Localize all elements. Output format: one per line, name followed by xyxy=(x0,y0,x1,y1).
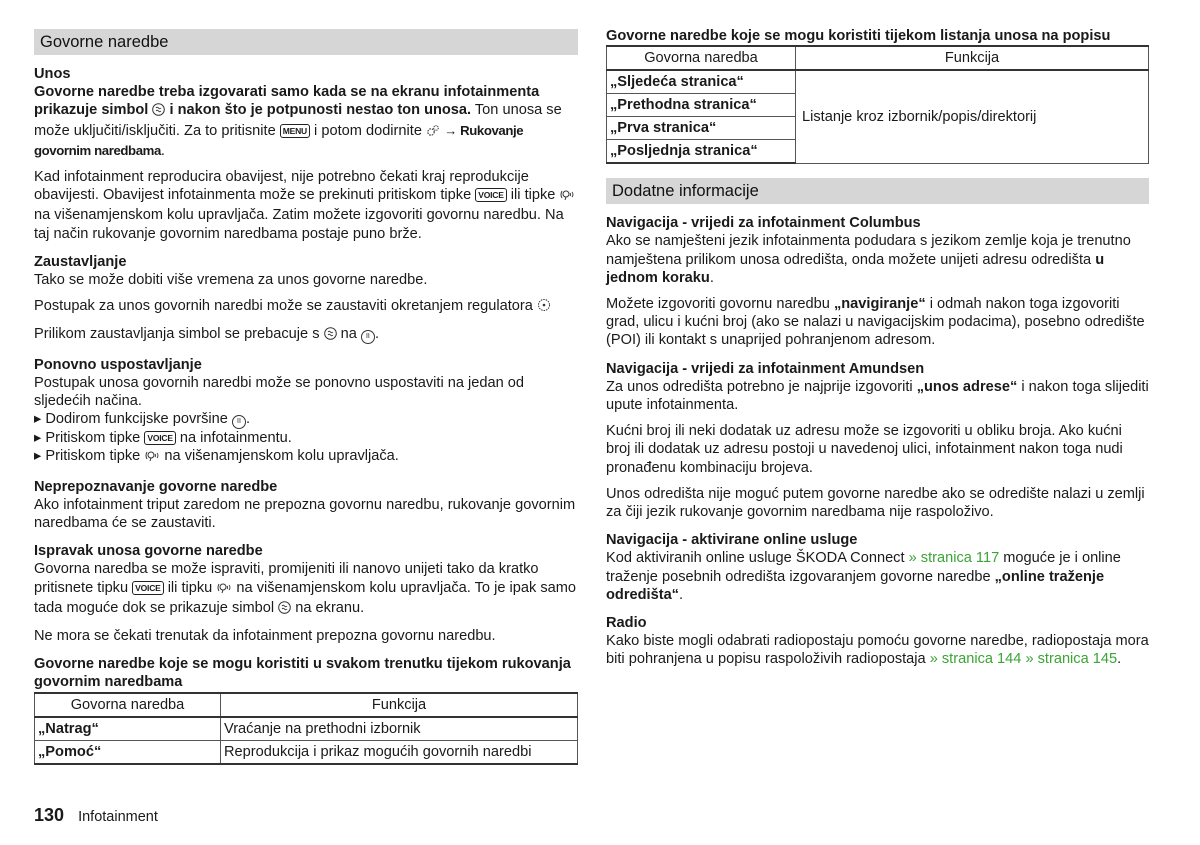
paragraph-ispravak-2: Ne mora se čekati trenutak da infotainment prepozna govornu naredbu. xyxy=(34,628,496,645)
steering-voice-button-icon xyxy=(144,449,160,467)
heading-zaustavljanje: Zaustavljanje xyxy=(34,253,127,270)
voice-active-icon xyxy=(324,327,337,345)
paragraph-columbus-2: Možete izgovoriti govornu naredbu „navigiranje“ i odmah nakon toga izgovoriti grad, ulicu i kućni broj (ako se nalazi u navigacijskim podacima), posebno odredište (POI) ili kontakt s unaprijed pohranjenom adresom. xyxy=(606,296,1145,349)
table-cell: „Prva stranica“ xyxy=(607,117,796,140)
table-cell: Vraćanje na prethodni izbornik xyxy=(221,717,578,741)
heading-unos: Unos xyxy=(34,66,71,82)
voice-key-icon: VOICE xyxy=(475,188,506,202)
paragraph-zaustavljanje-1: Tako se može dobiti više vremena za unos govorne naredbe. xyxy=(34,272,428,289)
section-title-dodatne-informacije: Dodatne informacije xyxy=(606,178,1149,204)
paragraph-columbus-1: Ako se namješteni jezik infotainmenta podudara s jezikom zemlje koja je trenutno namještena prilikom unosa odredišta, onda možete unijeti adresu odredišta u jednom koraku. xyxy=(606,233,1131,286)
voice-active-icon xyxy=(278,601,291,619)
pause-icon: II xyxy=(361,330,375,344)
ponovno-list xyxy=(34,410,578,467)
table-cell: Listanje kroz izbornik/popis/direktorij xyxy=(796,70,1149,163)
settings-gear-icon xyxy=(426,124,440,142)
page-number: 130 xyxy=(34,805,65,825)
heading-neprepoznavanje: Neprepoznavanje govorne naredbe xyxy=(34,478,278,495)
section-title-govorne-naredbe: Govorne naredbe xyxy=(34,29,578,55)
steering-voice-button-icon xyxy=(559,188,575,206)
menu-key-icon: MENU xyxy=(280,124,310,138)
column-header: Funkcija xyxy=(221,693,578,717)
heading-radio: Radio xyxy=(606,615,647,632)
paragraph-radio: Kako biste mogli odabrati radiopostaju pomoću govorne naredbe, radiopostaja mora biti pohranjena u popisu raspoloživih radiopostaja » stranica 144 » stranica 145. xyxy=(606,633,1149,668)
left-column xyxy=(34,0,578,765)
voice-key-icon: VOICE xyxy=(132,581,163,595)
table-row xyxy=(607,70,1149,94)
table-cell: „Posljednja stranica“ xyxy=(607,140,796,164)
column-header: Funkcija xyxy=(796,46,1149,70)
heading-online: Navigacija - aktivirane online usluge xyxy=(606,532,858,549)
page-footer xyxy=(34,805,158,826)
table-cell: „Prethodna stranica“ xyxy=(607,94,796,117)
table-row xyxy=(35,740,578,764)
table-row xyxy=(35,717,578,741)
paragraph-neprepoznavanje: Ako infotainment triput zaredom ne prepozna govornu naredbu, rukovanje govornim naredbama će se zaustaviti. xyxy=(34,496,576,532)
steering-voice-button-icon xyxy=(216,581,232,599)
chapter-name: Infotainment xyxy=(78,809,158,825)
column-header: Govorna naredba xyxy=(607,46,796,70)
table-caption-always: Govorne naredbe koje se mogu koristiti u svakom trenutku tijekom rukovanja govornim naredbama xyxy=(34,656,571,691)
voice-key-icon: VOICE xyxy=(144,431,175,445)
heading-columbus: Navigacija - vrijedi za infotainment Columbus xyxy=(606,215,921,232)
pause-icon: II xyxy=(232,415,246,429)
paragraph-ponovno-1: Postupak unosa govornih naredbi može se ponovno uspostaviti na jedan od sljedećih načina. xyxy=(34,374,525,410)
page-reference-link[interactable]: » stranica 117 xyxy=(908,550,1000,567)
heading-amundsen: Navigacija - vrijedi za infotainment Amundsen xyxy=(606,360,925,377)
paragraph-online: Kod aktiviranih online usluge ŠKODA Connect » stranica 117 moguće je i online traženje posebnih odredišta izgovaranjem govorne naredbe „online traženje odredišta“. xyxy=(606,550,1121,603)
right-column xyxy=(606,0,1149,669)
paragraph-unos-1: Govorne naredbe treba izgovarati samo kada se na ekranu infotainmenta prikazuje simbol i nakon što je potpunosti nestao ton unosa. Ton unosa se može uključiti/isključiti. Za to pritisnite MENU i potom dodirnite → Rukovanje govornim naredbama. xyxy=(34,84,562,159)
voice-active-icon xyxy=(152,103,165,121)
table-header-row xyxy=(35,693,578,717)
table-cell: „Sljedeća stranica“ xyxy=(607,70,796,94)
paragraph-amundsen-3: Unos odredišta nije moguć putem govorne naredbe ako se odredište nalazi u zemlji za čiji jezik rukovanje govornim naredbama nije raspoloživo. xyxy=(606,485,1145,521)
paragraph-unos-2: Kad infotainment reproducira obavijest, nije potrebno čekati kraj reprodukcije obavijesti. Obavijest infotainmenta može se prekinuti pritiskom tipke VOICE ili tipke na višenamjenskom kolu upravljača. Zatim možete izgovoriti govornu naredbu. Na taj način rukovanje govornim naredbama postaje puno brže. xyxy=(34,168,578,243)
commands-table-listing xyxy=(606,45,1149,164)
table-cell: „Pomoć“ xyxy=(35,740,221,764)
heading-ponovno: Ponovno uspostavljanje xyxy=(34,356,202,373)
paragraph-amundsen-2: Kućni broj ili neki dodatak uz adresu može se izgovoriti u obliku broja. Ako kućni broj ili dodatak uz adresu postoji u navedenoj ulici, infotainment nakon toga nudi pronađenu kombinaciju brojeva. xyxy=(606,423,1123,476)
table-cell: Reprodukcija i prikaz mogućih govornih naredbi xyxy=(221,740,578,764)
page-reference-link[interactable]: » stranica 144 » stranica 145 xyxy=(929,651,1118,668)
rotary-knob-icon xyxy=(537,298,551,317)
list-item: ▸ Pritiskom tipke VOICE na infotainmentu. xyxy=(34,429,578,447)
paragraph-zaustavljanje-2: Postupak za unos govornih naredbi može se zaustaviti okretanjem regulatora xyxy=(34,297,578,317)
column-header: Govorna naredba xyxy=(35,693,221,717)
commands-table-always xyxy=(34,692,578,765)
list-item: ▸ Dodirom funkcijske površine II . xyxy=(34,410,578,429)
heading-ispravak: Ispravak unosa govorne naredbe xyxy=(34,543,263,560)
paragraph-ispravak-1: Govorna naredba se može ispraviti, promijeniti ili nanovo unijeti tako da kratko pritisnete tipku VOICE ili tipku na višenamjenskom kolu upravljača. To je ipak samo tada moguće dok se prikazuje simbol na ekranu. xyxy=(34,560,578,619)
paragraph-zaustavljanje-3: Prilikom zaustavljanja simbol se prebacuje s na II . xyxy=(34,325,578,345)
table-caption-listing: Govorne naredbe koje se mogu koristiti tijekom listanja unosa na popisu xyxy=(606,28,1111,44)
list-item: ▸ Pritiskom tipke na višenamjenskom kolu upravljača. xyxy=(34,447,578,467)
table-cell: „Natrag“ xyxy=(35,717,221,741)
table-header-row xyxy=(607,46,1149,70)
paragraph-amundsen-1: Za unos odredišta potrebno je najprije izgovoriti „unos adrese“ i nakon toga slijediti upute infotainmenta. xyxy=(606,378,1149,414)
